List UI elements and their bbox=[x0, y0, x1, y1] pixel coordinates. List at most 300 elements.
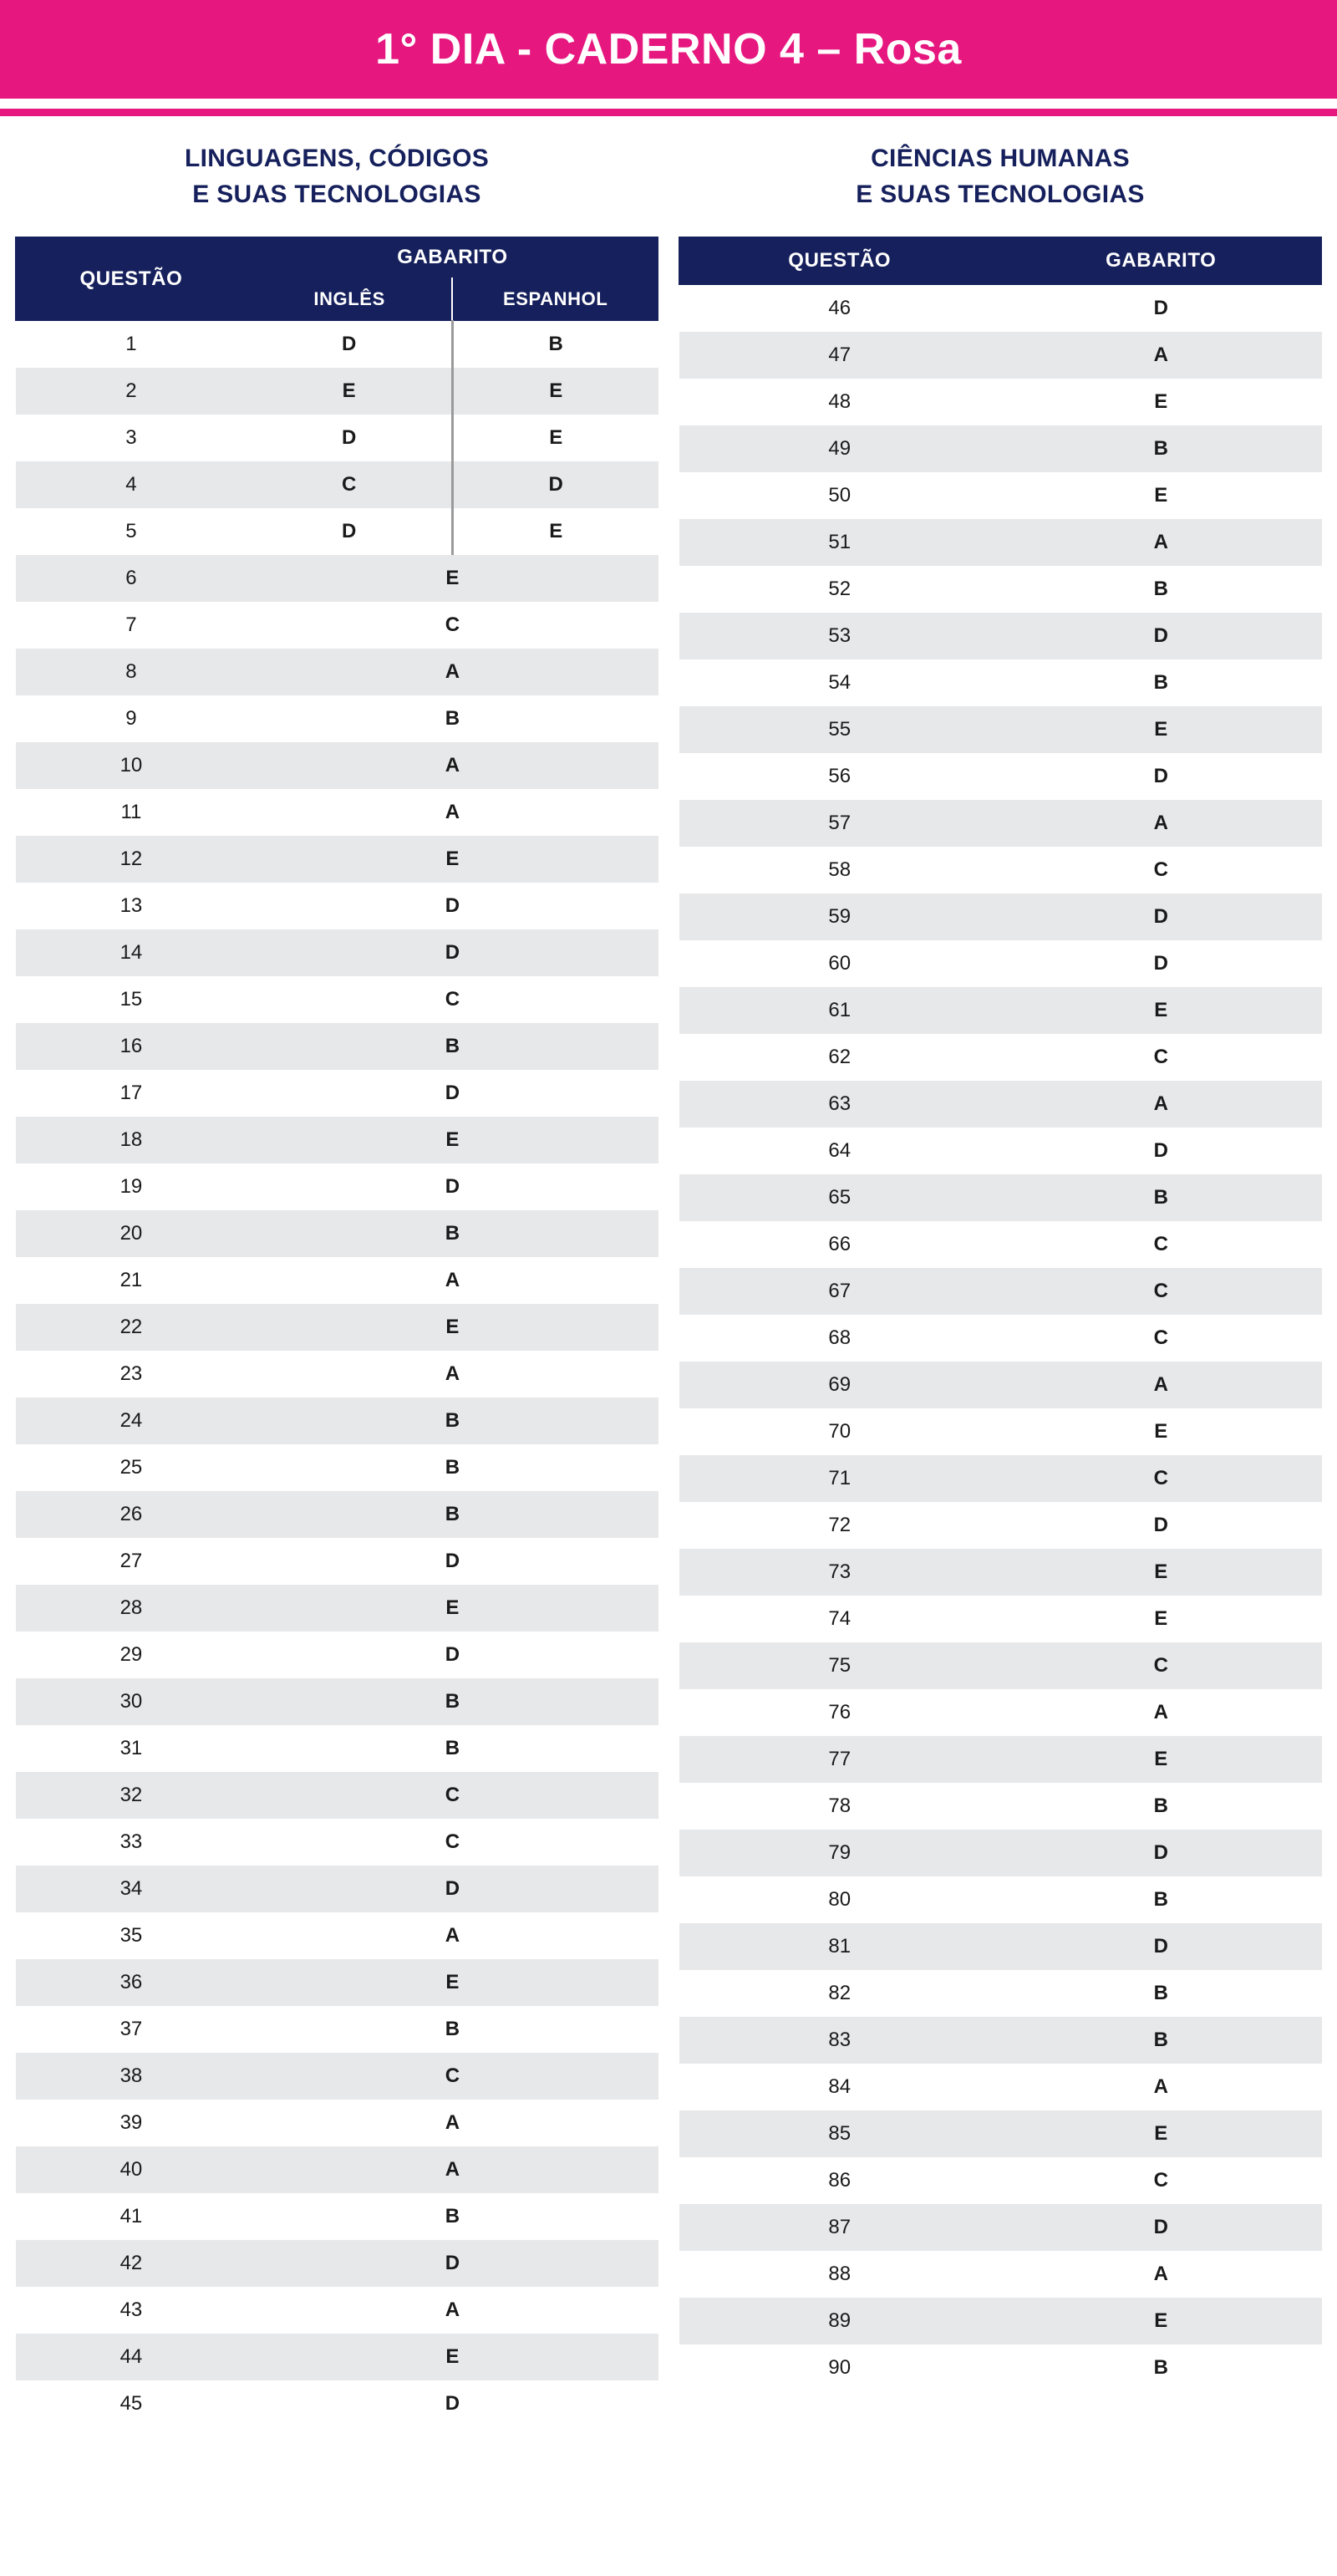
table-row bbox=[16, 1444, 658, 1491]
answer-columns bbox=[0, 116, 1337, 2427]
cell-answer: A bbox=[1000, 332, 1322, 379]
header-questao: QUESTÃO bbox=[16, 237, 247, 321]
cell-answer-espanhol: E bbox=[452, 415, 658, 461]
header-espanhol: ESPANHOL bbox=[452, 278, 658, 321]
page-title: 1° DIA - CADERNO 4 – Rosa bbox=[375, 25, 962, 74]
cell-question-number: 29 bbox=[119, 1642, 143, 1666]
cell-question-number: 62 bbox=[828, 1045, 852, 1068]
table-row bbox=[16, 1351, 658, 1397]
cell-answer: E bbox=[247, 1117, 658, 1163]
table-row bbox=[679, 1642, 1322, 1689]
header-gabarito: GABARITO bbox=[247, 237, 658, 278]
table-row bbox=[16, 1772, 658, 1819]
cell-question-number: 49 bbox=[679, 425, 1001, 472]
cell-question-number: 50 bbox=[828, 483, 852, 507]
column-title-humanas bbox=[679, 141, 1322, 221]
table-row bbox=[16, 555, 658, 602]
cell-question-number: 89 bbox=[679, 2298, 1001, 2344]
cell-question-number: 27 bbox=[119, 1549, 143, 1572]
table-row bbox=[679, 2157, 1322, 2204]
cell-answer: A bbox=[445, 2298, 460, 2321]
table-row bbox=[679, 1174, 1322, 1221]
table-row bbox=[16, 1959, 658, 2006]
cell-answer: C bbox=[1000, 1642, 1322, 1689]
cell-answer: D bbox=[1153, 1513, 1168, 1536]
cell-answer: E bbox=[247, 1585, 658, 1632]
cell-question-number: 70 bbox=[828, 1419, 852, 1443]
cell-answer: B bbox=[247, 1210, 658, 1257]
cell-question-number: 69 bbox=[679, 1362, 1001, 1408]
cell-answer: D bbox=[1153, 1138, 1168, 1162]
cell-answer: D bbox=[445, 1081, 460, 1104]
table-row bbox=[16, 2334, 658, 2380]
cell-answer: B bbox=[1000, 425, 1322, 472]
table-row bbox=[679, 1408, 1322, 1455]
table-row bbox=[16, 1912, 658, 1959]
cell-answer: D bbox=[1000, 893, 1322, 940]
table-row bbox=[16, 1304, 658, 1351]
cell-question-number: 5 bbox=[125, 519, 137, 542]
cell-question-number: 24 bbox=[16, 1397, 247, 1444]
table-row bbox=[16, 2193, 658, 2240]
header-gabarito: GABARITO bbox=[1000, 237, 1322, 285]
cell-question-number: 12 bbox=[16, 836, 247, 883]
cell-question-number: 90 bbox=[828, 2355, 852, 2379]
table-row bbox=[679, 613, 1322, 659]
cell-question-number: 63 bbox=[679, 1081, 1001, 1128]
table-row bbox=[16, 1210, 658, 1257]
cell-answer-espanhol: E bbox=[452, 508, 658, 555]
table-row bbox=[16, 508, 658, 555]
table-row bbox=[679, 1549, 1322, 1596]
cell-answer: B bbox=[445, 706, 460, 730]
banner-underline-divider bbox=[0, 109, 1337, 116]
cell-question-number: 14 bbox=[16, 929, 247, 976]
cell-answer: B bbox=[445, 2204, 460, 2227]
cell-answer: E bbox=[1000, 1549, 1322, 1596]
cell-question-number: 64 bbox=[828, 1138, 852, 1162]
cell-answer-ingles: E bbox=[247, 368, 452, 415]
table-row bbox=[679, 1502, 1322, 1549]
cell-question-number: 30 bbox=[16, 1678, 247, 1725]
cell-question-number: 60 bbox=[828, 951, 852, 975]
cell-answer-espanhol: E bbox=[452, 368, 658, 415]
table-row bbox=[16, 789, 658, 836]
cell-answer: E bbox=[1154, 483, 1168, 507]
cell-answer-ingles: D bbox=[341, 425, 357, 449]
table-row bbox=[16, 1866, 658, 1912]
cell-question-number: 83 bbox=[679, 2017, 1001, 2064]
column-title-line2: E SUAS TECNOLOGIAS bbox=[856, 180, 1145, 208]
cell-question-number: 41 bbox=[119, 2204, 143, 2227]
cell-question-number: 39 bbox=[119, 2110, 143, 2134]
cell-question-number: 65 bbox=[679, 1174, 1001, 1221]
cell-answer: A bbox=[445, 1268, 460, 1291]
table-row bbox=[679, 1923, 1322, 1970]
cell-question-number: 10 bbox=[16, 742, 247, 789]
table-row bbox=[16, 1117, 658, 1163]
cell-question-number: 75 bbox=[679, 1642, 1001, 1689]
table-row bbox=[16, 1585, 658, 1632]
cell-question-number: 71 bbox=[679, 1455, 1001, 1502]
cell-question-number: 59 bbox=[679, 893, 1001, 940]
cell-answer: C bbox=[1153, 1326, 1168, 1349]
cell-answer: B bbox=[445, 2017, 460, 2040]
table-row bbox=[679, 2344, 1322, 2391]
cell-question-number: 6 bbox=[16, 555, 247, 602]
table-row bbox=[16, 1538, 658, 1585]
cell-question-number: 4 bbox=[16, 461, 247, 508]
table-header-row-top bbox=[16, 237, 658, 278]
cell-answer-ingles: D bbox=[341, 519, 357, 542]
cell-question-number: 2 bbox=[16, 368, 247, 415]
cell-answer: B bbox=[1000, 1174, 1322, 1221]
table-row bbox=[679, 1268, 1322, 1315]
table-row bbox=[679, 2204, 1322, 2251]
table-row bbox=[679, 2251, 1322, 2298]
table-row bbox=[679, 1315, 1322, 1362]
cell-question-number: 21 bbox=[119, 1268, 143, 1291]
cell-question-number: 78 bbox=[828, 1794, 852, 1817]
column-title-line2: E SUAS TECNOLOGIAS bbox=[192, 180, 481, 208]
cell-question-number: 23 bbox=[119, 1362, 143, 1385]
table-row bbox=[679, 472, 1322, 519]
cell-answer: B bbox=[1153, 2355, 1168, 2379]
table-row bbox=[679, 940, 1322, 987]
table-row bbox=[16, 1491, 658, 1538]
table-row bbox=[16, 321, 658, 368]
cell-question-number: 79 bbox=[679, 1830, 1001, 1876]
table-row bbox=[679, 1081, 1322, 1128]
table-row bbox=[16, 2146, 658, 2193]
cell-question-number: 9 bbox=[125, 706, 137, 730]
cell-question-number: 44 bbox=[16, 2334, 247, 2380]
cell-answer: A bbox=[445, 1923, 460, 1947]
column-title-line1: CIÊNCIAS HUMANAS bbox=[871, 145, 1130, 172]
cell-answer: D bbox=[445, 2391, 460, 2415]
cell-question-number: 81 bbox=[679, 1923, 1001, 1970]
table-row bbox=[16, 602, 658, 649]
table-row bbox=[16, 368, 658, 415]
table-row bbox=[16, 1632, 658, 1678]
cell-question-number: 84 bbox=[828, 2075, 852, 2098]
cell-question-number: 61 bbox=[679, 987, 1001, 1034]
table-row bbox=[16, 461, 658, 508]
cell-question-number: 80 bbox=[828, 1887, 852, 1911]
table-row bbox=[16, 2053, 658, 2100]
cell-question-number: 16 bbox=[16, 1023, 247, 1070]
column-linguagens bbox=[15, 141, 658, 2427]
table-head-linguagens bbox=[16, 237, 658, 321]
column-humanas bbox=[679, 141, 1322, 2391]
cell-answer: D bbox=[1000, 1830, 1322, 1876]
cell-answer: B bbox=[1153, 1981, 1168, 2004]
page-banner bbox=[0, 0, 1337, 99]
cell-answer: D bbox=[445, 1174, 460, 1198]
cell-question-number: 37 bbox=[119, 2017, 143, 2040]
cell-answer: D bbox=[445, 1549, 460, 1572]
table-row bbox=[679, 2064, 1322, 2110]
cell-answer: A bbox=[445, 1362, 460, 1385]
cell-answer: D bbox=[247, 1866, 658, 1912]
table-row bbox=[679, 1221, 1322, 1268]
table-row bbox=[679, 800, 1322, 847]
table-row bbox=[679, 706, 1322, 753]
cell-question-number: 38 bbox=[16, 2053, 247, 2100]
cell-answer: D bbox=[247, 2240, 658, 2287]
cell-question-number: 35 bbox=[119, 1923, 143, 1947]
cell-question-number: 76 bbox=[828, 1700, 852, 1723]
cell-question-number: 56 bbox=[828, 764, 852, 787]
table-body-linguagens bbox=[16, 321, 658, 2427]
cell-answer: E bbox=[1000, 2110, 1322, 2157]
cell-answer: C bbox=[1153, 1232, 1168, 1255]
cell-answer: A bbox=[247, 742, 658, 789]
table-row bbox=[679, 1596, 1322, 1642]
table-row bbox=[16, 1397, 658, 1444]
table-row bbox=[679, 2017, 1322, 2064]
cell-question-number: 19 bbox=[119, 1174, 143, 1198]
table-row bbox=[16, 742, 658, 789]
table-row bbox=[679, 2298, 1322, 2344]
cell-question-number: 72 bbox=[828, 1513, 852, 1536]
table-row bbox=[679, 425, 1322, 472]
table-row bbox=[16, 2287, 658, 2334]
table-row bbox=[16, 1163, 658, 1210]
cell-question-number: 67 bbox=[679, 1268, 1001, 1315]
cell-answer-espanhol: D bbox=[452, 461, 658, 508]
table-row bbox=[16, 1678, 658, 1725]
table-linguagens bbox=[15, 237, 658, 2427]
cell-question-number: 17 bbox=[119, 1081, 143, 1104]
table-row bbox=[679, 1830, 1322, 1876]
cell-answer: E bbox=[247, 1959, 658, 2006]
table-row bbox=[16, 883, 658, 929]
table-row bbox=[679, 987, 1322, 1034]
table-row bbox=[679, 659, 1322, 706]
cell-question-number: 73 bbox=[679, 1549, 1001, 1596]
cell-question-number: 36 bbox=[16, 1959, 247, 2006]
table-row bbox=[16, 415, 658, 461]
cell-answer: E bbox=[1000, 987, 1322, 1034]
cell-answer: C bbox=[445, 613, 460, 636]
cell-answer: A bbox=[1153, 1700, 1168, 1723]
cell-answer: E bbox=[1000, 706, 1322, 753]
table-row bbox=[679, 332, 1322, 379]
cell-answer: B bbox=[247, 1491, 658, 1538]
cell-question-number: 54 bbox=[828, 670, 852, 694]
table-row bbox=[16, 929, 658, 976]
cell-question-number: 11 bbox=[120, 800, 142, 823]
cell-answer: B bbox=[1153, 1794, 1168, 1817]
table-header-row bbox=[679, 237, 1322, 285]
cell-question-number: 77 bbox=[679, 1736, 1001, 1783]
cell-question-number: 43 bbox=[119, 2298, 143, 2321]
cell-question-number: 32 bbox=[16, 1772, 247, 1819]
table-row bbox=[16, 695, 658, 742]
cell-answer: C bbox=[1000, 1455, 1322, 1502]
cell-question-number: 15 bbox=[119, 987, 143, 1011]
cell-question-number: 66 bbox=[828, 1232, 852, 1255]
table-row bbox=[16, 1819, 658, 1866]
cell-answer: D bbox=[1000, 613, 1322, 659]
cell-answer: A bbox=[247, 2146, 658, 2193]
cell-answer: A bbox=[1000, 519, 1322, 566]
header-ingles: INGLÊS bbox=[247, 278, 452, 321]
cell-question-number: 88 bbox=[828, 2262, 852, 2285]
cell-answer: D bbox=[1000, 2204, 1322, 2251]
cell-answer: E bbox=[1154, 389, 1168, 413]
cell-answer: C bbox=[247, 2053, 658, 2100]
cell-question-number: 86 bbox=[828, 2168, 852, 2192]
cell-answer: E bbox=[1000, 1736, 1322, 1783]
cell-answer: D bbox=[1153, 764, 1168, 787]
cell-question-number: 85 bbox=[679, 2110, 1001, 2157]
table-row bbox=[16, 1257, 658, 1304]
cell-question-number: 20 bbox=[16, 1210, 247, 1257]
table-row bbox=[16, 1023, 658, 1070]
cell-answer: C bbox=[1153, 1045, 1168, 1068]
cell-answer: A bbox=[445, 2110, 460, 2134]
cell-answer-ingles: C bbox=[247, 461, 452, 508]
table-row bbox=[679, 519, 1322, 566]
cell-question-number: 48 bbox=[828, 389, 852, 413]
cell-question-number: 82 bbox=[828, 1981, 852, 2004]
cell-answer: D bbox=[1153, 951, 1168, 975]
table-row bbox=[16, 2006, 658, 2053]
table-head-humanas bbox=[679, 237, 1322, 285]
cell-question-number: 18 bbox=[16, 1117, 247, 1163]
cell-answer: E bbox=[247, 555, 658, 602]
cell-answer: C bbox=[1153, 2168, 1168, 2192]
cell-question-number: 25 bbox=[119, 1455, 143, 1479]
cell-answer: E bbox=[247, 1304, 658, 1351]
cell-answer: D bbox=[445, 1642, 460, 1666]
cell-question-number: 1 bbox=[125, 332, 137, 355]
cell-question-number: 55 bbox=[679, 706, 1001, 753]
cell-question-number: 46 bbox=[828, 296, 852, 319]
cell-question-number: 53 bbox=[679, 613, 1001, 659]
cell-question-number: 68 bbox=[828, 1326, 852, 1349]
table-row bbox=[16, 1725, 658, 1772]
table-row bbox=[679, 285, 1322, 332]
cell-question-number: 40 bbox=[16, 2146, 247, 2193]
cell-answer: A bbox=[1000, 1362, 1322, 1408]
cell-answer: E bbox=[247, 836, 658, 883]
cell-question-number: 26 bbox=[16, 1491, 247, 1538]
cell-answer: A bbox=[1153, 2262, 1168, 2285]
cell-answer: E bbox=[247, 2334, 658, 2380]
table-row bbox=[679, 1362, 1322, 1408]
cell-answer: C bbox=[1000, 1268, 1322, 1315]
cell-question-number: 8 bbox=[16, 649, 247, 695]
column-title-line1: LINGUAGENS, CÓDIGOS bbox=[184, 145, 490, 172]
table-row bbox=[679, 1455, 1322, 1502]
cell-answer: B bbox=[445, 1736, 460, 1759]
cell-answer: B bbox=[1153, 1887, 1168, 1911]
cell-question-number: 51 bbox=[679, 519, 1001, 566]
cell-question-number: 47 bbox=[679, 332, 1001, 379]
cell-answer: E bbox=[1154, 1606, 1168, 1630]
cell-question-number: 28 bbox=[16, 1585, 247, 1632]
cell-question-number: 57 bbox=[679, 800, 1001, 847]
cell-answer: A bbox=[445, 800, 460, 823]
table-row bbox=[16, 976, 658, 1023]
cell-answer: A bbox=[247, 649, 658, 695]
cell-answer: A bbox=[1000, 1081, 1322, 1128]
table-row bbox=[16, 2240, 658, 2287]
cell-answer: B bbox=[247, 1397, 658, 1444]
header-questao: QUESTÃO bbox=[679, 237, 1001, 285]
table-row bbox=[679, 1689, 1322, 1736]
table-row bbox=[679, 1128, 1322, 1174]
table-row bbox=[16, 649, 658, 695]
cell-question-number: 33 bbox=[119, 1830, 143, 1853]
cell-answer: B bbox=[247, 1023, 658, 1070]
cell-question-number: 3 bbox=[125, 425, 137, 449]
cell-answer: D bbox=[1153, 296, 1168, 319]
table-row bbox=[679, 753, 1322, 800]
cell-answer: B bbox=[1153, 577, 1168, 600]
cell-answer: E bbox=[1000, 2298, 1322, 2344]
table-row bbox=[679, 1736, 1322, 1783]
column-title-linguagens bbox=[15, 141, 658, 221]
cell-question-number: 45 bbox=[119, 2391, 143, 2415]
cell-question-number: 13 bbox=[119, 893, 143, 917]
table-row bbox=[679, 847, 1322, 893]
table-row bbox=[16, 2100, 658, 2146]
cell-question-number: 58 bbox=[828, 858, 852, 881]
cell-answer: E bbox=[1154, 1419, 1168, 1443]
table-row bbox=[679, 2110, 1322, 2157]
table-row bbox=[679, 379, 1322, 425]
table-row bbox=[679, 1783, 1322, 1830]
cell-answer: D bbox=[1000, 1923, 1322, 1970]
table-row bbox=[679, 1034, 1322, 1081]
cell-answer: C bbox=[1153, 858, 1168, 881]
cell-answer: A bbox=[1153, 2075, 1168, 2098]
cell-question-number: 7 bbox=[125, 613, 137, 636]
table-humanas bbox=[679, 237, 1322, 2391]
cell-question-number: 31 bbox=[119, 1736, 143, 1759]
cell-answer: D bbox=[445, 893, 460, 917]
cell-question-number: 22 bbox=[16, 1304, 247, 1351]
table-row bbox=[679, 1970, 1322, 2017]
cell-answer: D bbox=[247, 929, 658, 976]
cell-question-number: 87 bbox=[679, 2204, 1001, 2251]
cell-question-number: 74 bbox=[828, 1606, 852, 1630]
cell-answer: A bbox=[1000, 800, 1322, 847]
table-row bbox=[16, 1070, 658, 1117]
cell-answer: B bbox=[247, 1678, 658, 1725]
cell-answer-ingles: D bbox=[341, 332, 357, 355]
table-row bbox=[16, 836, 658, 883]
banner-wrapper bbox=[0, 0, 1337, 116]
cell-question-number: 52 bbox=[828, 577, 852, 600]
cell-answer: C bbox=[445, 987, 460, 1011]
cell-question-number: 34 bbox=[16, 1866, 247, 1912]
cell-answer: C bbox=[247, 1772, 658, 1819]
table-row bbox=[679, 566, 1322, 613]
table-body-humanas bbox=[679, 285, 1322, 2391]
cell-question-number: 42 bbox=[16, 2240, 247, 2287]
table-row bbox=[679, 893, 1322, 940]
cell-answer-espanhol: B bbox=[452, 321, 658, 368]
cell-answer: B bbox=[1153, 670, 1168, 694]
table-row bbox=[16, 2380, 658, 2427]
cell-answer: B bbox=[1000, 2017, 1322, 2064]
cell-answer: C bbox=[445, 1830, 460, 1853]
